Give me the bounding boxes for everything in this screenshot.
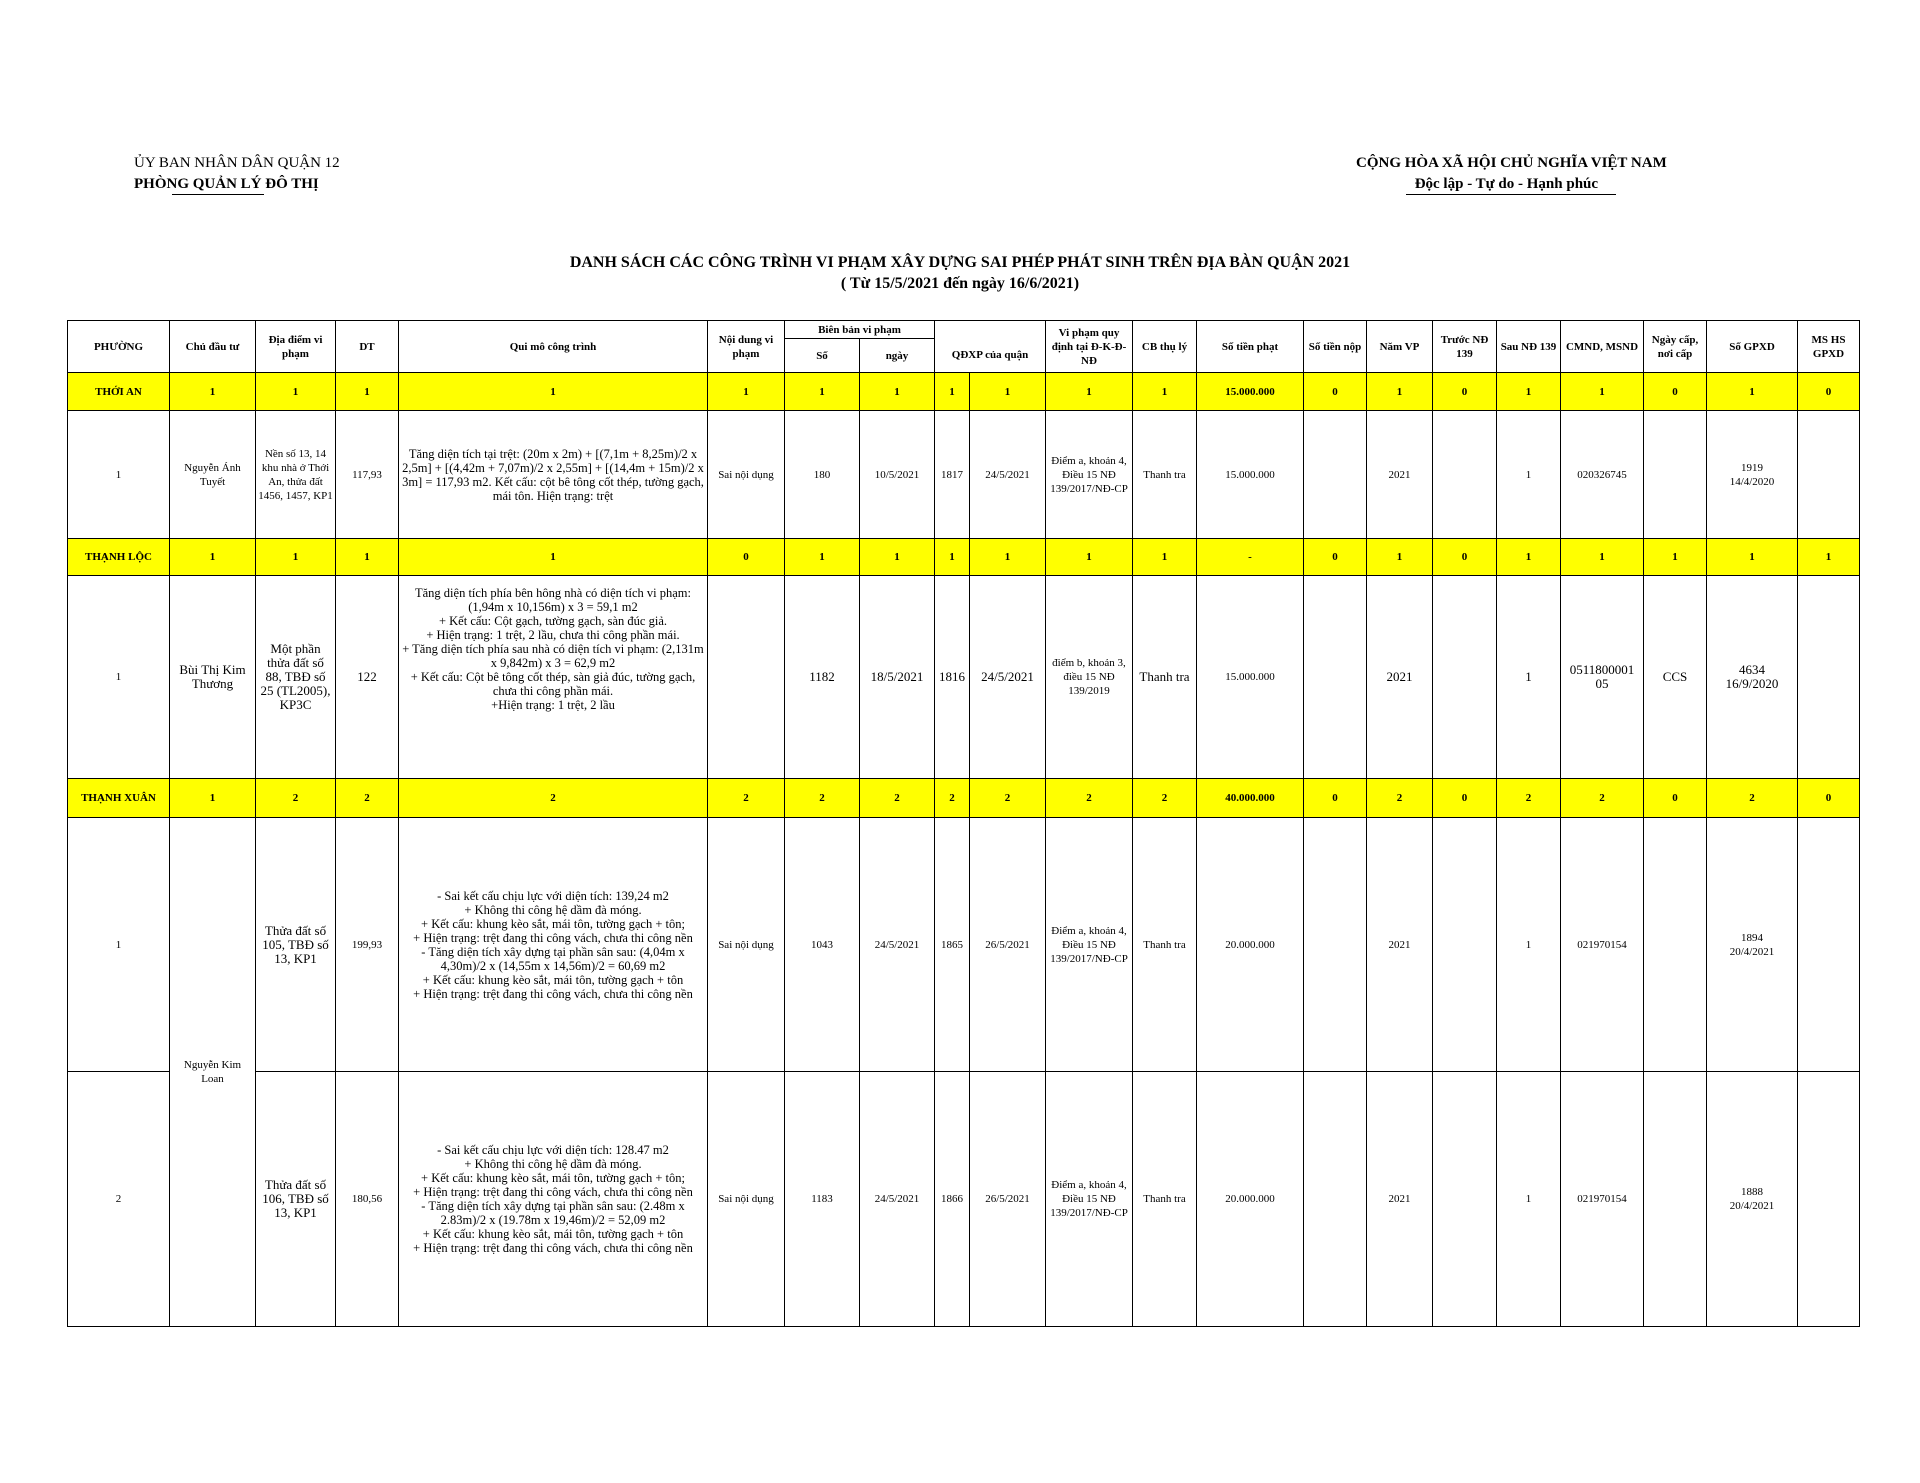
summary-cell: 1 [170,779,256,818]
ward-summary-row [68,539,1860,576]
summary-cell: 0 [708,539,785,576]
summary-cell: 1 [1367,373,1433,411]
row-index: 1 [68,411,170,539]
decision-number: 1865 [935,818,970,1072]
ward-name: THẠNH LỘC [68,539,170,576]
area: 199,93 [336,818,399,1072]
motto-underline [1406,194,1616,195]
permit-number: 1888 20/4/2021 [1707,1072,1798,1327]
summary-cell: 1 [399,373,708,411]
summary-cell: 1 [1046,539,1133,576]
decision-number: 1866 [935,1072,970,1327]
summary-cell: 1 [935,373,970,411]
id-number: 020326745 [1561,411,1644,539]
summary-cell: 1 [1798,539,1860,576]
col-dt: DT [336,321,399,373]
summary-cell: 1 [1561,539,1644,576]
before-decree [1433,1072,1497,1327]
permit-file-code [1798,576,1860,779]
permit-file-code [1798,818,1860,1072]
agency-header [134,153,340,195]
summary-cell: 1 [1707,373,1798,411]
violation-content: Sai nội dụng [708,1072,785,1327]
officer: Thanh tra [1133,576,1197,779]
area: 180,56 [336,1072,399,1327]
record-number: 180 [785,411,860,539]
summary-cell: 2 [970,779,1046,818]
summary-cell: 1 [1707,539,1798,576]
summary-cell: 0 [1798,373,1860,411]
summary-cell: 0 [1304,373,1367,411]
header-row-1 [68,321,1860,339]
permit-number: 1894 20/4/2021 [1707,818,1798,1072]
summary-cell: 1 [170,539,256,576]
decision-date: 26/5/2021 [970,818,1046,1072]
owner-name: Nguyễn Ánh Tuyết [170,411,256,539]
after-decree: 1 [1497,1072,1561,1327]
col-bb-ngay: ngày [860,339,935,373]
ward-summary-row [68,779,1860,818]
summary-cell: 1 [970,373,1046,411]
owner-name: Bùi Thị Kim Thương [170,576,256,779]
record-date: 18/5/2021 [860,576,935,779]
summary-cell: 2 [1497,779,1561,818]
fine-amount: 15.000.000 [1197,411,1304,539]
construction-scale: - Sai kết cấu chịu lực với diện tích: 128.47 m2 + Không thi công hệ dầm đà móng. + Kết cấu: khung kèo sắt, mái tôn, tường gạch + tôn; + Hiện trạng: trệt đang thi công vách, chưa thi công nền - Tăng diện tích xây dựng tại phần sân sau: (2.48m x 2.83m)/2 x (19.78m x 19,46m)/2 = 52,09 m2 + Kết cấu: khung kèo sắt, mái tôn, tường gạch + tôn + Hiện trạng: trệt đang thi công vách, chưa thi công nền [399,1072,708,1327]
summary-cell: 1 [1497,539,1561,576]
summary-cell: 1 [1367,539,1433,576]
record-number: 1043 [785,818,860,1072]
decision-date: 24/5/2021 [970,411,1046,539]
after-decree: 1 [1497,576,1561,779]
summary-cell: 1 [860,539,935,576]
before-decree [1433,411,1497,539]
col-qdxp-top [935,321,1046,339]
summary-fine-total: - [1197,539,1304,576]
issue-info: CCS [1644,576,1707,779]
violation-year: 2021 [1367,411,1433,539]
col-truoc-nd: Trước NĐ 139 [1433,321,1497,373]
permit-file-code [1798,1072,1860,1327]
col-cmnd: CMND, MSND [1561,321,1644,373]
republic-name: CỘNG HÒA XÃ HỘI CHỦ NGHĨA VIỆT NAM [1356,155,1667,171]
fine-amount: 15.000.000 [1197,576,1304,779]
before-decree [1433,818,1497,1072]
summary-cell: 1 [785,373,860,411]
summary-cell: 1 [1046,373,1133,411]
decision-date: 24/5/2021 [970,576,1046,779]
document-title [0,252,1920,294]
paid-amount [1304,411,1367,539]
record-date: 10/5/2021 [860,411,935,539]
table-row [68,1072,1860,1327]
construction-scale: - Sai kết cấu chịu lực với diện tích: 139,24 m2 + Không thi công hệ dầm đà móng. + Kết cấu: khung kèo sắt, mái tôn, tường gạch + tôn; + Hiện trạng: trệt đang thi công vách, chưa thi công nền - Tăng diện tích xây dựng tại phần sân sau: (4,04m x 4,30m)/2 x (14,55m x 14,56m)/2 = 60,69 m2 + Kết cấu: khung kèo sắt, mái tôn, tường gạch + tôn + Hiện trạng: trệt đang thi công vách, chưa thi công nền [399,818,708,1072]
summary-cell: 0 [1304,539,1367,576]
violation-year: 2021 [1367,576,1433,779]
summary-cell: 2 [1561,779,1644,818]
decision-number: 1817 [935,411,970,539]
record-date: 24/5/2021 [860,818,935,1072]
col-noi-dung: Nội dung vi phạm [708,321,785,373]
violations-table [67,320,1860,1327]
summary-cell: 2 [1046,779,1133,818]
construction-scale: Tăng diện tích tại trệt: (20m x 2m) + [(7,1m + 8,25m)/2 x 2,5m] + [(4,42m + 7,07m)/2 x 2,55m] + [(14,4m + 15m)/2 x 3m] = 117,93 m2. Kết cấu: cột bê tông cốt thép, tường gạch, mái tôn. Hiện trạng: trệt [399,411,708,539]
construction-scale: Tăng diện tích phía bên hông nhà có diện tích vi phạm: (1,94m x 10,156m) x 3 = 59,1 m2 + Kết cấu: Cột gạch, tường gạch, sàn đúc giả. + Hiện trạng: 1 trệt, 2 lầu, chưa thi công phần mái. + Tăng diện tích phía sau nhà có diện tích vi phạm: (2,131m x 9,842m) x 3 = 62,9 m2 + Kết cấu: Cột bê tông cốt thép, sàn giả đúc, tường gạch, chưa thi công phần mái. +Hiện trạng: 1 trệt, 2 lầu [399,576,708,779]
summary-cell: 1 [170,373,256,411]
after-decree: 1 [1497,818,1561,1072]
summary-cell: 1 [256,539,336,576]
summary-fine-total: 40.000.000 [1197,779,1304,818]
regulation-violated: Điểm a, khoản 4, Điều 15 NĐ 139/2017/NĐ-CP [1046,1072,1133,1327]
national-motto: Độc lập - Tự do - Hạnh phúc [1414,176,1599,192]
summary-cell: 1 [256,373,336,411]
ward-name: THỚI AN [68,373,170,411]
issue-info [1644,1072,1707,1327]
summary-cell: 2 [399,779,708,818]
summary-cell: 1 [1561,373,1644,411]
summary-cell: 1 [935,539,970,576]
summary-cell: 2 [708,779,785,818]
col-chu-dau-tu: Chủ đầu tư [170,321,256,373]
summary-cell: 1 [1133,373,1197,411]
col-vi-pham-quy-dinh: Vi phạm quy định tại Đ-K-Đ-NĐ [1046,321,1133,373]
owner-name: Nguyễn Kim Loan [170,818,256,1327]
issue-info [1644,818,1707,1072]
violation-location: Thửa đất số 106, TBĐ số 13, KP1 [256,1072,336,1327]
summary-fine-total: 15.000.000 [1197,373,1304,411]
title-line-2: ( Từ 15/5/2021 đến ngày 16/6/2021) [840,275,1080,292]
violation-content: Sai nội dụng [708,818,785,1072]
summary-cell: 1 [399,539,708,576]
issue-info [1644,411,1707,539]
row-index: 2 [68,1072,170,1327]
col-bb-so: Số [785,339,860,373]
agency-name: ỦY BAN NHÂN DÂN QUẬN 12 [134,155,340,171]
summary-cell: 0 [1433,779,1497,818]
violation-content: Sai nội dụng [708,411,785,539]
regulation-violated: Điểm a, khoản 4, Điều 15 NĐ 139/2017/NĐ-CP [1046,411,1133,539]
before-decree [1433,576,1497,779]
col-so-tien-phat: Số tiền phạt [1197,321,1304,373]
violation-year: 2021 [1367,818,1433,1072]
col-sau-nd: Sau NĐ 139 [1497,321,1561,373]
summary-cell: 2 [336,779,399,818]
department-name: PHÒNG QUẢN LÝ ĐÔ THỊ [134,176,319,192]
col-dia-diem: Địa điểm vi phạm [256,321,336,373]
decision-date: 26/5/2021 [970,1072,1046,1327]
officer: Thanh tra [1133,411,1197,539]
fine-amount: 20.000.000 [1197,1072,1304,1327]
summary-cell: 2 [860,779,935,818]
summary-cell: 1 [1133,539,1197,576]
summary-cell: 2 [935,779,970,818]
regulation-violated: điểm b, khoản 3, điều 15 NĐ 139/2019 [1046,576,1133,779]
permit-number: 1919 14/4/2020 [1707,411,1798,539]
col-qdxp: QĐXP của quận [935,339,1046,373]
area: 117,93 [336,411,399,539]
record-number: 1182 [785,576,860,779]
id-number: 0511800001 05 [1561,576,1644,779]
violation-location: Thửa đất số 105, TBĐ số 13, KP1 [256,818,336,1072]
national-header [1356,153,1667,195]
officer: Thanh tra [1133,1072,1197,1327]
row-index: 1 [68,818,170,1072]
col-cb-thu-ly: CB thụ lý [1133,321,1197,373]
col-qui-mo: Qui mô công trình [399,321,708,373]
area: 122 [336,576,399,779]
summary-cell: 1 [860,373,935,411]
violation-year: 2021 [1367,1072,1433,1327]
officer: Thanh tra [1133,818,1197,1072]
summary-cell: 2 [256,779,336,818]
summary-cell: 0 [1798,779,1860,818]
after-decree: 1 [1497,411,1561,539]
summary-cell: 2 [1367,779,1433,818]
summary-cell: 1 [1644,539,1707,576]
summary-cell: 0 [1644,373,1707,411]
col-nam-vp: Năm VP [1367,321,1433,373]
permit-file-code [1798,411,1860,539]
col-ms-hs: MS HS GPXD [1798,321,1860,373]
paid-amount [1304,576,1367,779]
summary-cell: 1 [970,539,1046,576]
title-line-1: DANH SÁCH CÁC CÔNG TRÌNH VI PHẠM XÂY DỰNG SAI PHÉP PHÁT SINH TRÊN ĐỊA BÀN QUẬN 2021 [569,254,1351,271]
table-row [68,818,1860,1072]
summary-cell: 0 [1433,539,1497,576]
fine-amount: 20.000.000 [1197,818,1304,1072]
col-bien-ban: Biên bản vi phạm [785,321,935,339]
violation-content [708,576,785,779]
permit-number: 4634 16/9/2020 [1707,576,1798,779]
ward-name: THẠNH XUÂN [68,779,170,818]
department-underline [172,194,264,195]
violation-location: Nền số 13, 14 khu nhà ở Thới An, thửa đất 1456, 1457, KP1 [256,411,336,539]
summary-cell: 2 [1707,779,1798,818]
paid-amount [1304,1072,1367,1327]
summary-cell: 1 [1497,373,1561,411]
id-number: 021970154 [1561,818,1644,1072]
summary-cell: 2 [785,779,860,818]
table-row [68,411,1860,539]
col-ngay-cap: Ngày cấp, nơi cấp [1644,321,1707,373]
summary-cell: 1 [708,373,785,411]
decision-number: 1816 [935,576,970,779]
paid-amount [1304,818,1367,1072]
id-number: 021970154 [1561,1072,1644,1327]
col-so-gpxd: Số GPXD [1707,321,1798,373]
summary-cell: 0 [1433,373,1497,411]
summary-cell: 2 [1133,779,1197,818]
summary-cell: 0 [1304,779,1367,818]
summary-cell: 1 [336,373,399,411]
record-date: 24/5/2021 [860,1072,935,1327]
summary-cell: 1 [336,539,399,576]
record-number: 1183 [785,1072,860,1327]
regulation-violated: Điểm a, khoản 4, Điều 15 NĐ 139/2017/NĐ-CP [1046,818,1133,1072]
row-index: 1 [68,576,170,779]
col-so-tien-nop: Số tiền nộp [1304,321,1367,373]
summary-cell: 0 [1644,779,1707,818]
summary-cell: 1 [785,539,860,576]
ward-summary-row [68,373,1860,411]
col-phuong: PHƯỜNG [68,321,170,373]
violation-location: Một phần thửa đất số 88, TBĐ số 25 (TL2005), KP3C [256,576,336,779]
table-row [68,576,1860,779]
